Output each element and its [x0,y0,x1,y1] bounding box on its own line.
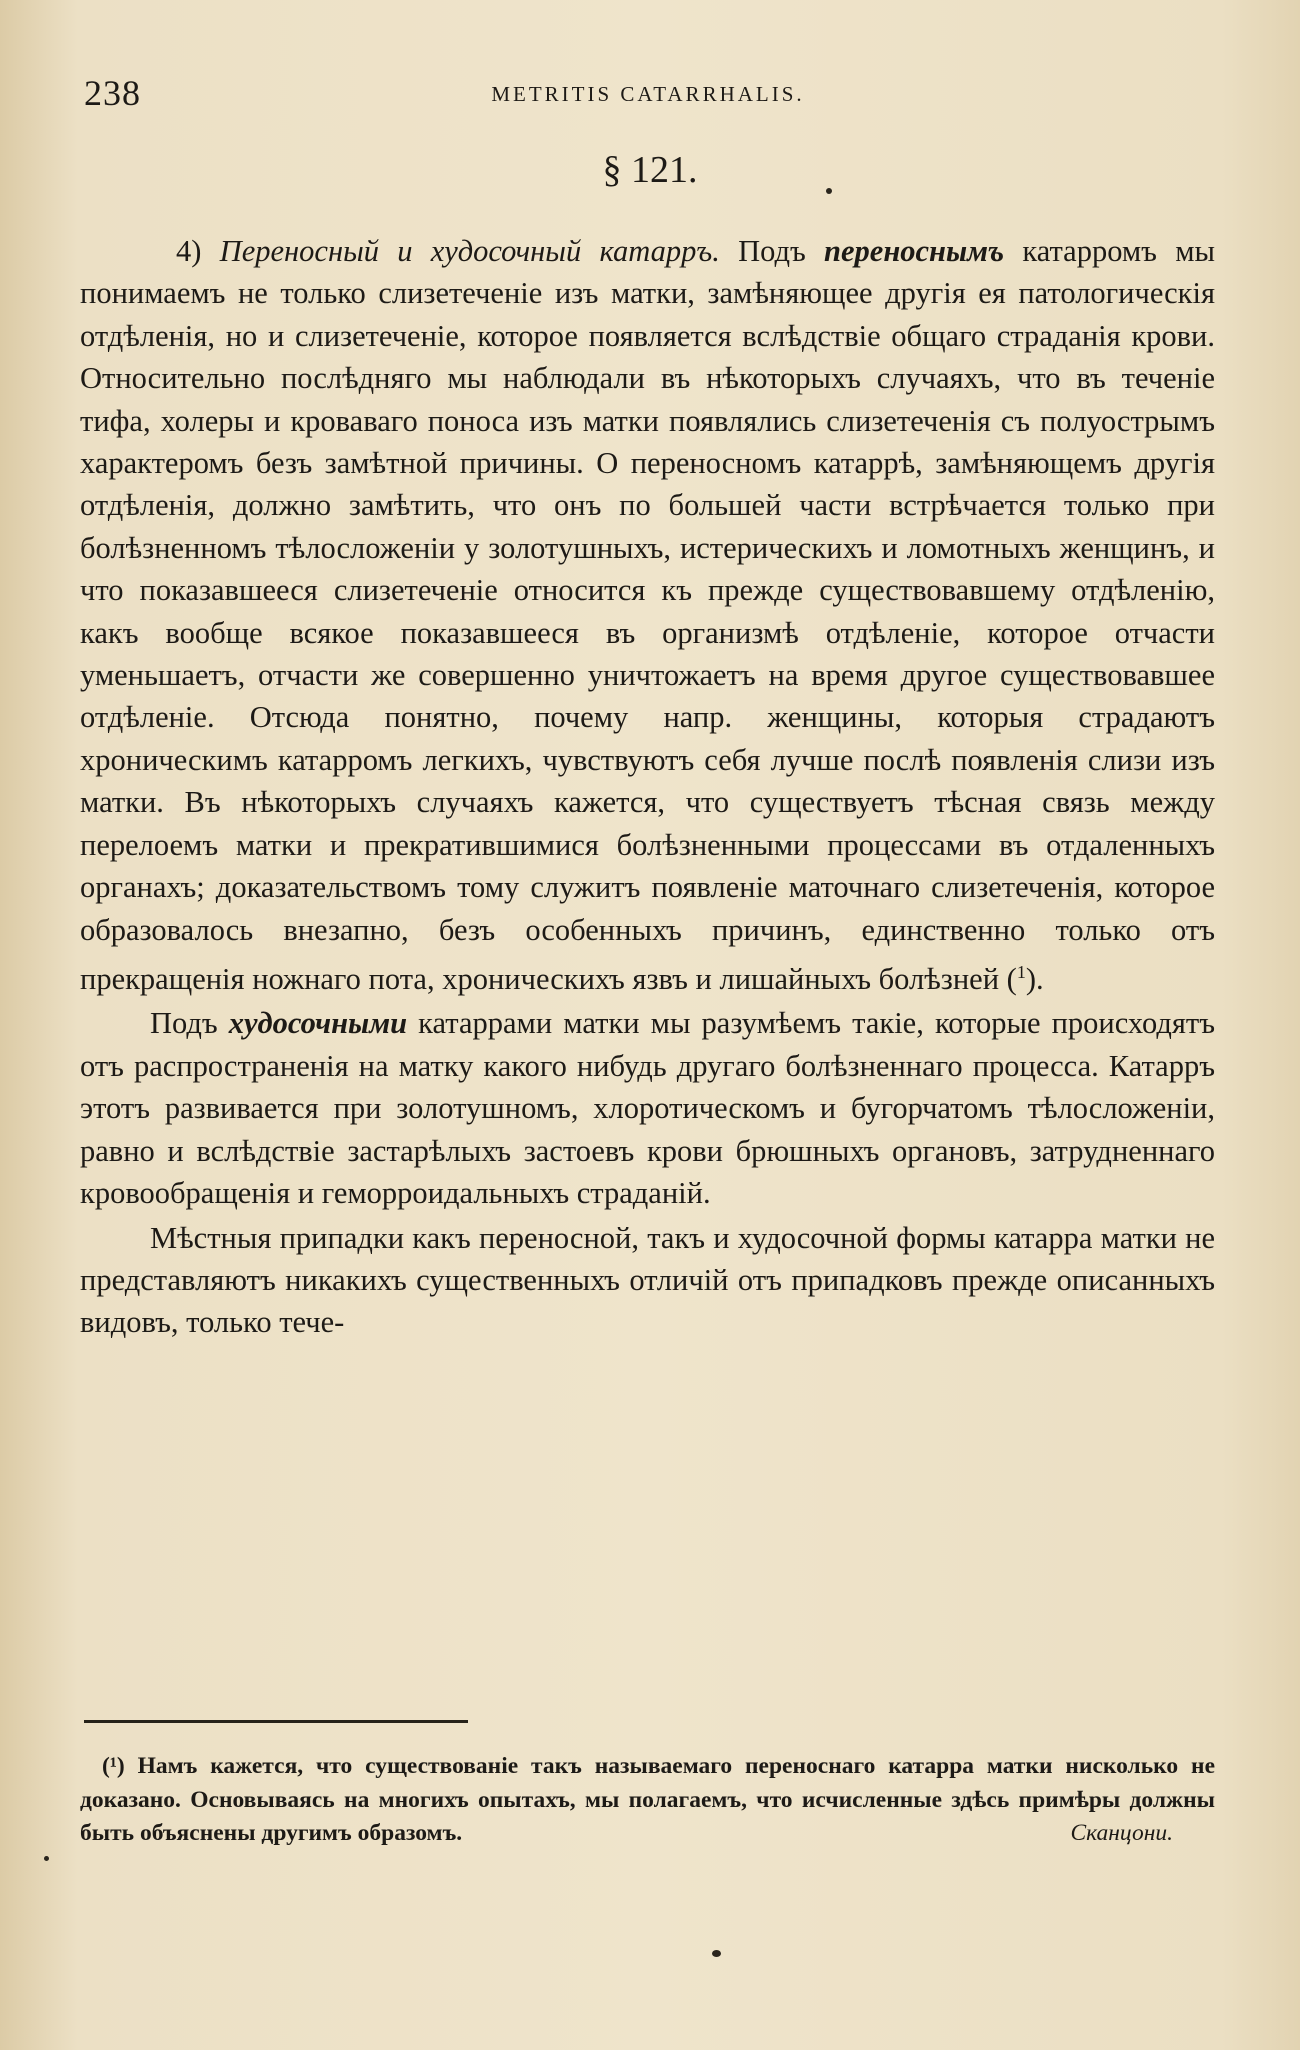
paragraph-text: катарромъ мы понимаемъ не только слизетеченіе изъ матки, замѣняющее другія ея патологическія отдѣленія, но и слизетеченіе, которое появляется вслѣдствіе общаго страданія крови. Относительно послѣдняго мы наблюдали въ нѣкоторыхъ случаяхъ, что въ теченіе тифа, холеры и кроваваго поноса изъ матки появлялись слизетеченія съ полуострымъ характеромъ безъ замѣтной причины. О переносномъ катаррѣ, замѣняющемъ другія отдѣленія, должно замѣтить, что онъ по большей части встрѣчается только при болѣзненномъ тѣлосложеніи у золотушныхъ, истерическихъ и ломотныхъ женщинъ, и что показавшееся слизетеченіе относится къ прежде существовавшему отдѣленію, какъ вообще всякое показавшееся въ организмѣ отдѣленіе, которое отчасти уменьшаетъ, отчасти же совершенно уничтожаетъ на время другое существовавшее отдѣленіе. Отсюда понятно, почему напр. женщины, которыя страдаютъ хроническимъ катарромъ легкихъ, чувствуютъ себя лучше послѣ появленія слизи изъ матки. Въ нѣкоторыхъ случаяхъ кажется, что существуетъ тѣсная связь между перелоемъ матки и прекратившимися болѣзненными процессами въ отдаленныхъ органахъ; доказательствомъ тому служитъ появленіе маточнаго слизетеченія, которое образовалось внезапно, безъ особенныхъ причинъ, единственно только отъ прекращенія ножнаго пота, хроническихъ язвъ и лишайныхъ болѣзней ( [80,234,1215,997]
emphasized-term: переноснымъ [824,234,1005,268]
footnote [80,1750,1215,1851]
paragraph-1 [80,230,1215,1000]
paragraph-text: Подъ [738,234,806,268]
footnote-body [80,1750,1215,1851]
section-number: § 121. [602,149,698,191]
ink-speck [712,1950,721,1957]
ink-speck [826,188,832,194]
paragraph-text: катаррами матки мы разумѣемъ такіе, которые происходятъ отъ распространенія на матку какого нибудь другаго болѣзненнаго процесса. Катарръ этотъ развивается при золотушномъ, хлоротическомъ и бугорчатомъ тѣлосложеніи, равно и вслѣдствіе застарѣлыхъ застоевъ крови брюшныхъ органовъ, затрудненнаго кровообращенія и геморроидальныхъ страданій. [80,1006,1215,1211]
item-number: 4) [176,234,202,268]
footnote-signature: Сканцони. [1070,1820,1173,1846]
footnote-text: Намъ кажется, что существованіе такъ называемаго переноснаго катарра матки нисколько не доказано. Основываясь на многихъ опытахъ, мы полагаемъ, что исчисленные здѣсь примѣры должны быть объяснены другимъ образомъ. [80,1753,1216,1846]
running-head [84,72,1212,118]
footnote-reference: 1 [1016,961,1026,982]
paragraph-heading: Переносный и худосочный катарръ. [219,234,720,268]
emphasized-term: худосочными [228,1006,408,1041]
paragraph-2 [80,1002,1215,1214]
paragraph-3: Мѣстныя припадки какъ переносной, такъ и худосочной формы катарра матки не представляютъ никакихъ существенныхъ отличій отъ припадковъ прежде описанныхъ видовъ, только тече- [80,1220,1215,1340]
paragraph-text: ). [1025,962,1044,997]
body-text [80,230,1215,1344]
page-number: 238 [84,73,141,113]
paragraph-text: Подъ [150,1006,218,1041]
footnote-divider [84,1720,468,1723]
footnote-mark: (¹) [102,1753,125,1779]
ink-speck [44,1856,49,1861]
running-title: METRITIS CATARRHALIS. [491,82,805,106]
